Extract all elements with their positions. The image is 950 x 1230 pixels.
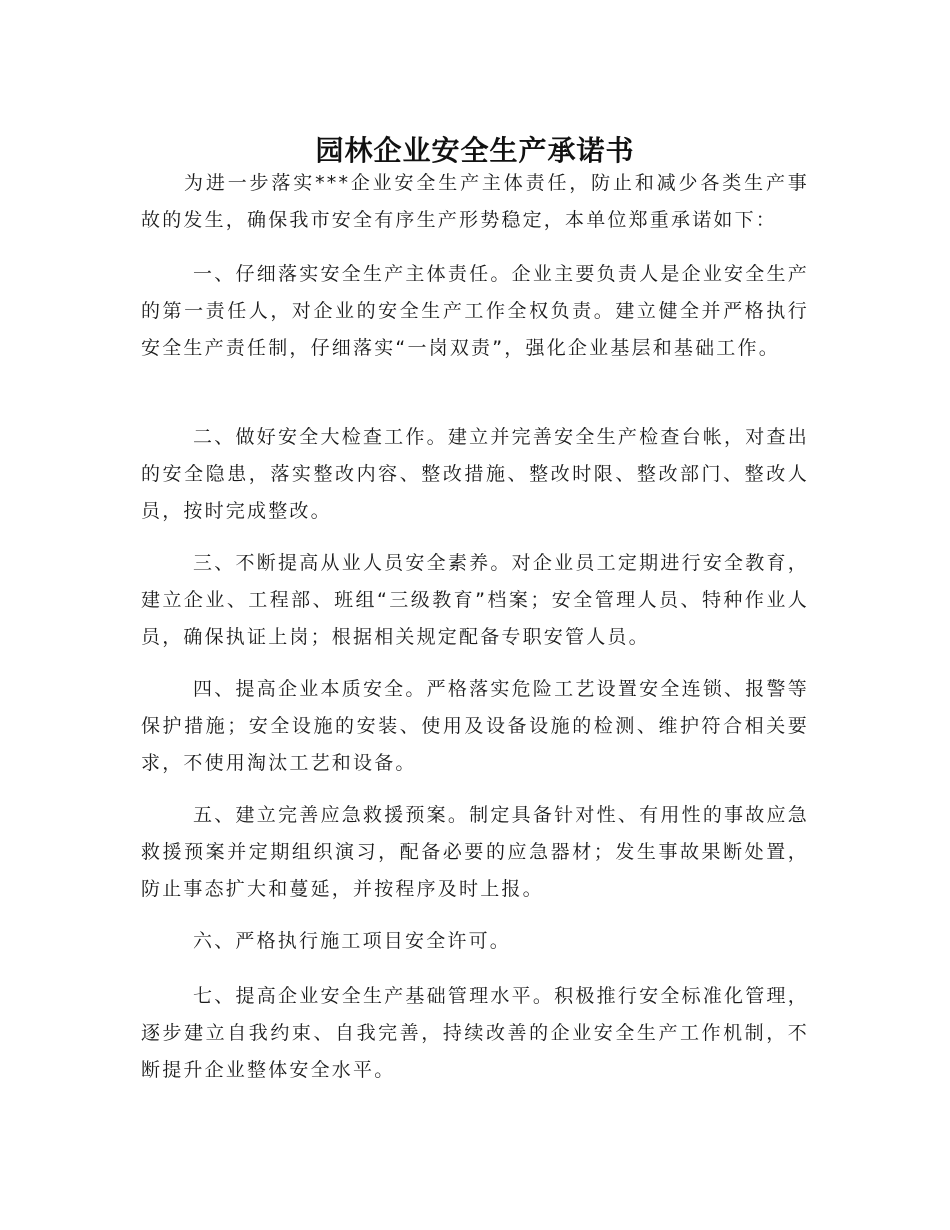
commitment-item-5: 五、建立完善应急救援预案。制定具备针对性、有用性的事故应急救援预案并定期组织演习，配备必要的应急器材；发生事故果断处置，防止事态扩大和蔓延，并按程序及时上报。: [141, 804, 809, 900]
commitment-item-3: 三、不断提高从业人员安全素养。对企业员工定期进行安全教育，建立企业、工程部、班组“三级教育”档案；安全管理人员、特种作业人员，确保执证上岗；根据相关规定配备专职安管人员。: [141, 552, 809, 648]
commitment-item-2: 二、做好安全大检查工作。建立并完善安全生产检查台帐，对查出的安全隐患，落实整改内容、整改措施、整改时限、整改部门、整改人员，按时完成整改。: [141, 426, 809, 522]
intro-paragraph: 为进一步落实***企业安全生产主体责任，防止和减少各类生产事故的发生，确保我市安全有序生产形势稳定，本单位郑重承诺如下：: [141, 172, 809, 231]
commitment-item-1: 一、仔细落实安全生产主体责任。企业主要负责人是企业安全生产的第一责任人，对企业的安全生产工作全权负责。建立健全并严格执行安全生产责任制，仔细落实“一岗双责”，强化企业基层和基础工作。: [141, 263, 809, 359]
commitment-item-6: 六、严格执行施工项目安全许可。: [193, 930, 512, 952]
commitment-item-4: 四、提高企业本质安全。严格落实危险工艺设置安全连锁、报警等保护措施；安全设施的安装、使用及设备设施的检测、维护符合相关要求，不使用淘汰工艺和设备。: [141, 678, 809, 774]
document-title: 园林企业安全生产承诺书: [315, 133, 635, 167]
commitment-item-7: 七、提高企业安全生产基础管理水平。积极推行安全标准化管理，逐步建立自我约束、自我完善，持续改善的企业安全生产工作机制，不断提升企业整体安全水平。: [141, 985, 809, 1081]
